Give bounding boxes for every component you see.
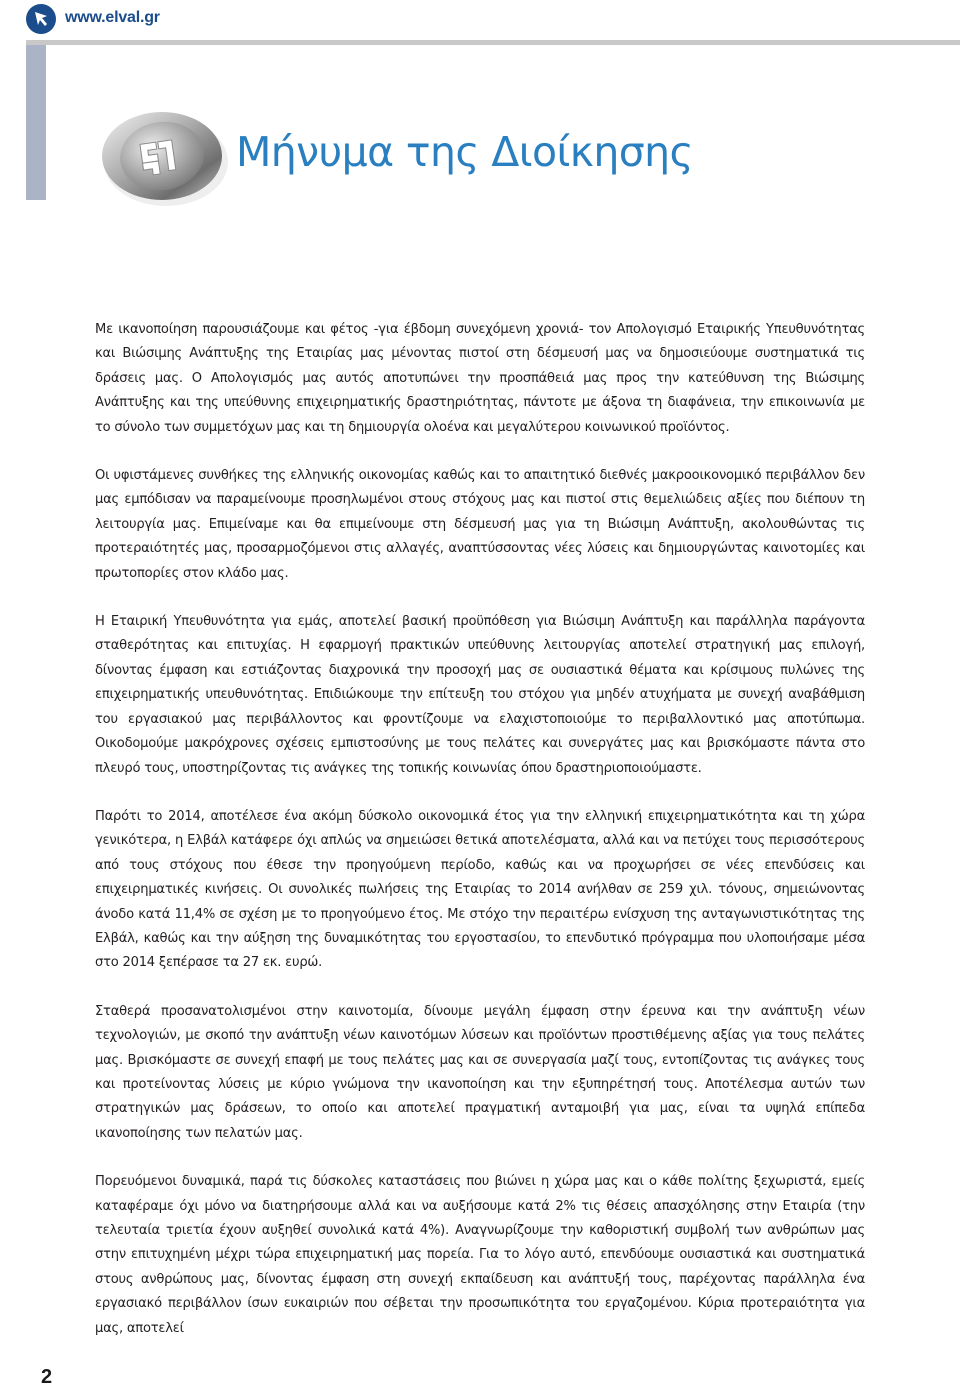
paragraph-4: Παρότι το 2014, αποτέλεσε ένα ακόμη δύσκολο οικονομικά έτος για την ελληνική επιχειρηματικότητα και τη χώρα γενικότερα, η Ελβάλ κατάφερε όχι απλώς να σημειώσει θετικά αποτελέσματα, αλλά και να πετύχει τους περισσότερους από τους στόχους που έθεσε την προηγούμενη περίοδο, καθώς και να προχωρήσει σε νέες επενδύσεις και επιχειρηματικές κινήσεις. Οι συνολικές πωλήσεις της Εταιρίας το 2014 ανήλθαν σε 259 χιλ. τόνους, σημειώνοντας άνοδο κατά 11,4% σε σχέση με το προηγούμενο έτος. Με στόχο την περαιτέρω ενίσχυση της ανταγωνιστικότητας της Ελβάλ, καθώς και την αύξηση της δυναμικότητας του εργοστασίου, το επενδυτικό πρόγραμμα που υλοποιήσαμε μέσα στο 2014 ξεπέρασε τα 27 εκ. ευρώ. bbox=[95, 808, 865, 971]
paragraph-3: Η Εταιρική Υπευθυνότητα για εμάς, αποτελεί βασική προϋπόθεση για Βιώσιμη Ανάπτυξη και παράλληλα παράγοντα σταθερότητας και επιτυχίας. Η εφαρμογή πρακτικών υπεύθυνης λειτουργίας αποτελεί στρατηγική μας επιλογή, δίνοντας έμφαση και εστιάζοντας διαχρονικά την προσοχή μας σε ουσιαστικά θέματα και κρίσιμους πυλώνες της επιχειρηματικής υπευθυνότητας. Επιδιώκουμε την επίτευξη του στόχου για μηδέν ατυχήματα με συνεχή αναβάθμιση του εργασιακού μας περιβάλλοντος και φροντίζουμε να ελαχιστοποιούμε το περιβαλλοντικό μας αποτύπωμα. Οικοδομούμε μακρόχρονες σχέσεις εμπιστοσύνης με τους πελάτες και συνεργάτες μας και βρισκόμαστε πάντα στο πλευρό τους, υποστηρίζοντας τις ανάγκες της τοπικής κοινωνίας όπου δραστηριοποιούμαστε. bbox=[95, 614, 865, 776]
paragraph-6: Πορευόμενοι δυναμικά, παρά τις δύσκολες καταστάσεις που βιώνει η χώρα μας και ο κάθε πολίτης ξεχωριστά, εμείς καταφέραμε όχι μόνο να διατηρήσουμε αλλά και να αυξήσουμε κατά 2% τις θέσεις απασχόλησης στην Εταιρία (την τελευταία τριετία έχουν αυξηθεί συνολικά κατά 4%). Αναγνωρίζουμε την καθοριστική συμβολή των ανθρώπων μας στην επιτυχημένη μέχρι τώρα επιχειρηματική μας πορεία. Για το λόγο αυτό, επενδύουμε ουσιαστικά και συστηματικά στους ανθρώπους μας, δίνοντας έμφαση στη συνεχή εκπαίδευση και ανάπτυξή τους, παρέχοντας παράλληλα ένα εργασιακό περιβάλλον ίσων ευκαιριών που σέβεται την προσωπικότητα του εργαζομένου. Κύρια προτεραιότητα για μας, αποτελεί bbox=[95, 1174, 865, 1336]
side-accent-strip bbox=[26, 45, 46, 200]
paragraph-1: Με ικανοποίηση παρουσιάζουμε και φέτος -για έβδομη συνεχόμενη χρονιά- τον Απολογισμό Εταιρικής Υπευθυνότητας και Βιώσιμης Ανάπτυξης της Εταιρίας μας μένοντας πιστοί στη δέσμευσή μας να δημοσιεύουμε συστηματικά τις δράσεις μας. Ο Απολογισμός μας αυτός αποτυπώνει την προσπάθειά μας προς την κατεύθυνση της Βιώσιμης Ανάπτυξης και της υπεύθυνης επιχειρηματικής δραστηριότητας, πάντοτε με άξονα τη διαφάνεια, την επικοινωνία με το σύνολο των συμμετόχων μας και τη δημιουργία ολοένα και μεγαλύτερου κοινωνικού προϊόντος. bbox=[95, 322, 865, 435]
header-logo[interactable] bbox=[26, 4, 56, 34]
paragraph-2: Οι υφιστάμενες συνθήκες της ελληνικής οικονομίας καθώς και το απαιτητικό διεθνές μακροοικονομικό περιβάλλον δεν μας εμπόδισαν να παραμείνουμε προσηλωμένοι στους στόχους μας και πιστοί στις θεμελιώδεις αξίες που διέπουν τη λειτουργία μας. Επιμείναμε και θα επιμείνουμε στη δέσμευσή μας για τη Βιώσιμη Ανάπτυξη, ακολουθώντας τις προτεραιότητές μας, προσαρμοζόμενοι στις αλλαγές, αναπτύσσοντας νέες λύσεις και δημιουργώντας καινοτομίες και πρωτοπορίες στον κλάδο μας. bbox=[95, 468, 865, 581]
top-divider bbox=[26, 40, 960, 45]
message-body bbox=[95, 318, 865, 1365]
paragraph-5: Σταθερά προσανατολισμένοι στην καινοτομία, δίνουμε μεγάλη έμφαση στην έρευνα και την ανάπτυξη νέων τεχνολογιών, με σκοπό την ανάπτυξη νέων καινοτόμων λύσεων και προϊόντων προστιθέμενης αξίας για τους πελάτες μας. Βρισκόμαστε σε συνεχή επαφή με τους πελάτες μας και σε συνεργασία μαζί τους, εντοπίζοντας τις ανάγκες τους και προτείνοντας λύσεις με κύριο γνώμονα την ικανοποίηση και την εξυπηρέτησή τους. Αποτέλεσμα αυτών των στρατηγικών μας δράσεων, το οποίο και αποτελεί πραγματική ανταμοιβή για μας, είναι τα υψηλά επίπεδα ικανοποίησης των πελατών μας. bbox=[95, 1003, 865, 1141]
page-number: 2 bbox=[41, 1366, 53, 1388]
cursor-arrow-icon bbox=[26, 4, 56, 34]
header-url-link[interactable]: www.elval.gr bbox=[65, 9, 160, 26]
elval-metal-emblem-icon bbox=[92, 98, 232, 208]
page-title: Μήνυμα της Διοίκησης bbox=[236, 128, 693, 176]
